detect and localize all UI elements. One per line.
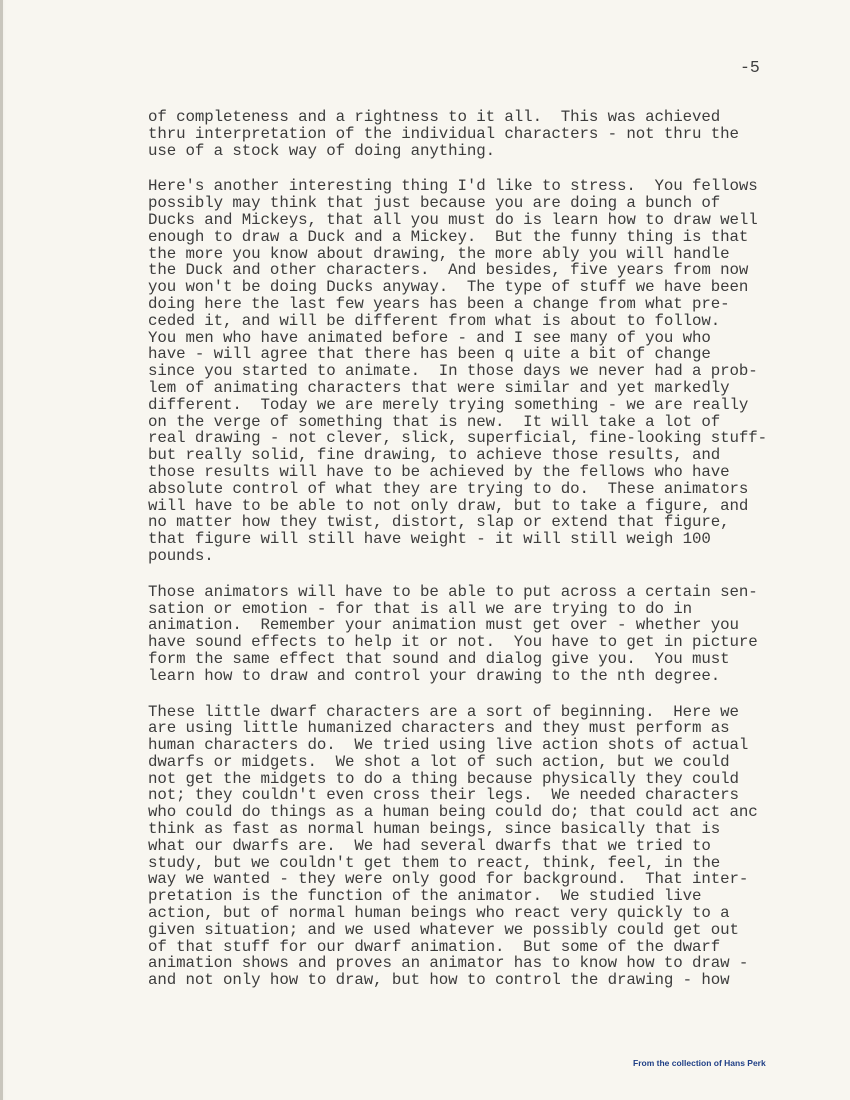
text-line: will have to be able to not only draw, but to take a figure, and	[148, 496, 749, 515]
text-line: but really solid, fine drawing, to achieve those results, and	[148, 446, 721, 465]
text-line: doing here the last few years has been a change from what pre-	[148, 294, 730, 313]
text-line: the Duck and other characters. And besides, five years from now	[148, 261, 749, 280]
text-line: You men who have animated before - and I see many of you who	[148, 328, 711, 347]
text-line: animation. Remember your animation must get over - whether you	[148, 616, 739, 635]
text-line: and not only how to draw, but how to control the drawing - how	[148, 971, 730, 990]
text-line: enough to draw a Duck and a Mickey. But the funny thing is that	[148, 227, 749, 246]
text-line: on the verge of something that is new. It will take a lot of	[148, 412, 721, 431]
typed-body-text	[148, 109, 818, 1008]
collection-credit: From the collection of Hans Perk	[633, 1058, 766, 1068]
text-line: of that stuff for our dwarf animation. But some of the dwarf	[148, 937, 721, 956]
text-line: lem of animating characters that were similar and yet markedly	[148, 378, 730, 397]
text-line: absolute control of what they are trying to do. These animators	[148, 479, 749, 498]
text-line: not; they couldn't even cross their legs. We needed characters	[148, 786, 739, 805]
text-line: real drawing - not clever, slick, superficial, fine-looking stuff-	[148, 429, 768, 448]
text-line: have - will agree that there has been q uite a bit of change	[148, 345, 711, 364]
text-line: animation shows and proves an animator has to know how to draw -	[148, 954, 749, 973]
text-line: form the same effect that sound and dialog give you. You must	[148, 649, 730, 668]
text-line: Ducks and Mickeys, that all you must do is learn how to draw well	[148, 210, 758, 229]
text-line: Those animators will have to be able to put across a certain sen-	[148, 582, 758, 601]
text-line: those results will have to be achieved by the fellows who have	[148, 462, 730, 481]
text-line: no matter how they twist, distort, slap or extend that figure,	[148, 513, 730, 532]
paragraph-4	[148, 704, 818, 990]
text-line: you won't be doing Ducks anyway. The type of stuff we have been	[148, 278, 749, 297]
text-line: the more you know about drawing, the more ably you will handle	[148, 244, 730, 263]
text-line: learn how to draw and control your drawing to the nth degree.	[148, 666, 721, 685]
paragraph-3	[148, 584, 818, 685]
text-line: possibly may think that just because you are doing a bunch of	[148, 194, 721, 213]
text-line: sation or emotion - for that is all we are trying to do in	[148, 599, 693, 618]
text-line: who could do things as a human being could do; that could act anc	[148, 803, 758, 822]
paragraph-2	[148, 178, 818, 564]
text-line: pretation is the function of the animator. We studied live	[148, 887, 702, 906]
text-line: use of a stock way of doing anything.	[148, 141, 496, 160]
text-line: These little dwarf characters are a sort of beginning. Here we	[148, 702, 739, 721]
text-line: way we wanted - they were only good for background. That inter-	[148, 870, 749, 889]
text-line: since you started to animate. In those days we never had a prob-	[148, 362, 758, 381]
text-line: ceded it, and will be different from what is about to follow.	[148, 311, 721, 330]
paragraph-1	[148, 109, 818, 159]
text-line: not get the midgets to do a thing because physically they could	[148, 769, 739, 788]
text-line: human characters do. We tried using live action shots of actual	[148, 736, 749, 755]
text-line: Here's another interesting thing I'd like to stress. You fellows	[148, 177, 758, 196]
text-line: what our dwarfs are. We had several dwarfs that we tried to	[148, 836, 711, 855]
text-line: given situation; and we used whatever we possibly could get out	[148, 920, 739, 939]
text-line: that figure will still have weight - it will still weigh 100	[148, 530, 711, 549]
text-line: study, but we couldn't get them to react, think, feel, in the	[148, 853, 721, 872]
page-number: -5	[740, 58, 760, 77]
text-line: thru interpretation of the individual characters - not thru the	[148, 124, 739, 143]
text-line: dwarfs or midgets. We shot a lot of such action, but we could	[148, 752, 730, 771]
text-line: think as fast as normal human beings, since basically that is	[148, 820, 721, 839]
text-line: have sound effects to help it or not. You have to get in picture	[148, 633, 758, 652]
text-line: pounds.	[148, 546, 214, 565]
text-line: are using little humanized characters and they must perform as	[148, 719, 730, 738]
text-line: action, but of normal human beings who react very quickly to a	[148, 904, 730, 923]
text-line: different. Today we are merely trying something - we are really	[148, 395, 749, 414]
page-edge	[0, 0, 3, 1100]
text-line: of completeness and a rightness to it all. This was achieved	[148, 108, 721, 126]
